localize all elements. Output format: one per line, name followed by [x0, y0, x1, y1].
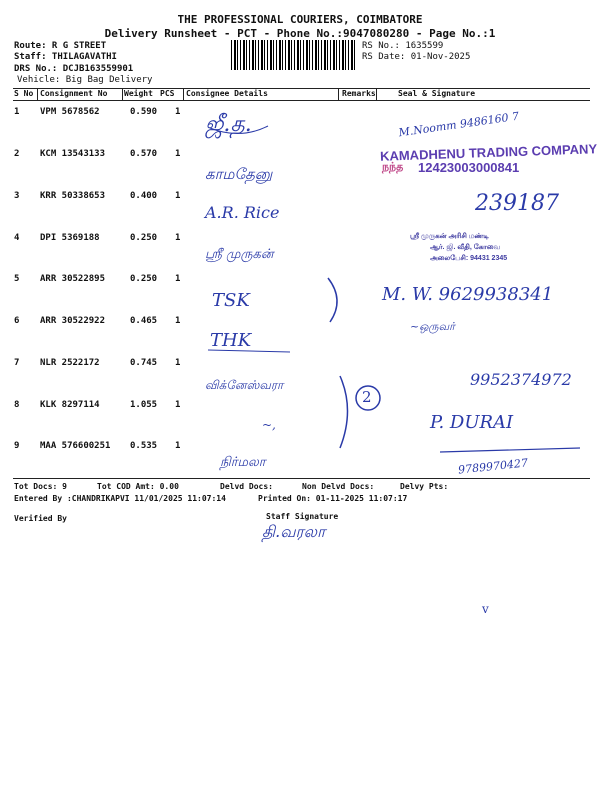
- header-remarks: Remarks: [342, 89, 376, 98]
- staff-signature-handwriting: தி.வரலா: [262, 522, 326, 541]
- consignment-cell: MAA 576600251: [40, 441, 111, 451]
- runsheet-subtitle: Delivery Runsheet - PCT - Phone No.:9047080280 - Page No.:1: [104, 27, 496, 40]
- pcs-cell: 1: [175, 107, 181, 117]
- shop-stamp: ஆர். ஜி. வீதி, கோவை: [430, 244, 501, 251]
- shop-stamp: ஸ்ரீ முருகன் அரிசி மண்டி: [410, 233, 489, 240]
- sno-cell: 5: [14, 274, 20, 284]
- bracket-mark: [340, 376, 348, 448]
- sno-cell: 8: [14, 400, 20, 410]
- sno-cell: 1: [14, 107, 20, 117]
- pcs-cell: 1: [175, 233, 181, 243]
- pcs-cell: 1: [175, 358, 181, 368]
- arrow-mark: v: [482, 602, 489, 616]
- entered-by: Entered By :CHANDRIKAPVI 11/01/2025 11:07:14: [14, 494, 226, 503]
- pcs-cell: 1: [175, 149, 181, 159]
- weight-cell: 0.745: [130, 358, 158, 368]
- total-cod: Tot COD Amt: 0.00: [97, 482, 179, 491]
- weight-cell: 0.465: [130, 316, 158, 326]
- pcs-cell: 1: [175, 274, 181, 284]
- consignment-cell: NLR 2522172: [40, 358, 100, 368]
- underline-mark: [208, 350, 290, 352]
- header-seal: Seal & Signature: [398, 89, 476, 98]
- consignee-handwriting: A.R. Rice: [205, 203, 280, 222]
- weight-cell: 0.590: [130, 107, 158, 117]
- strike-mark: [440, 448, 580, 452]
- signature-handwriting: 9952374972: [470, 370, 572, 389]
- pcs-cell: 1: [175, 316, 181, 326]
- sno-cell: 9: [14, 441, 20, 451]
- sno-cell: 7: [14, 358, 20, 368]
- printed-on: Printed On: 01-11-2025 11:07:17: [258, 494, 408, 503]
- handwritten-mark: ~,: [262, 418, 276, 432]
- delivery-points: Delvy Pts:: [400, 482, 449, 491]
- sno-cell: 4: [14, 233, 20, 243]
- consignment-cell: ARR 30522922: [40, 316, 106, 326]
- sno-cell: 3: [14, 191, 20, 201]
- consignment-cell: VPM 5678562: [40, 107, 100, 117]
- company-title: THE PROFESSIONAL COURIERS, COIMBATORE: [177, 13, 423, 26]
- consignee-handwriting: TSK: [212, 290, 250, 311]
- sno-cell: 6: [14, 316, 20, 326]
- sno-cell: 2: [14, 149, 20, 159]
- header-sno: S No: [14, 89, 34, 98]
- verified-by: Verified By: [14, 514, 67, 523]
- header-pcs: PCS: [160, 89, 175, 98]
- signature-handwriting: 9789970427: [457, 456, 529, 477]
- pcs-cell: 1: [175, 191, 181, 201]
- header-consignee: Consignee Details: [186, 89, 268, 98]
- consignment-cell: DPI 5369188: [40, 233, 100, 243]
- stamp-number: 12423003000841: [418, 160, 520, 175]
- pcs-cell: 1: [175, 400, 181, 410]
- signature-handwriting: M. W. 9629938341: [382, 284, 554, 305]
- shop-stamp: அலைபேசி: 94431 2345: [430, 255, 508, 262]
- consignee-handwriting: THK: [210, 330, 252, 351]
- weight-cell: 0.535: [130, 441, 158, 451]
- drs-number: DRS No.: DCJB163559901: [14, 64, 134, 74]
- pcs-cell: 1: [175, 441, 181, 451]
- delivered-docs: Delvd Docs:: [220, 482, 273, 491]
- rs-number: RS No.: 1635599: [362, 41, 444, 51]
- staff-label: Staff: THILAGAVATHI: [14, 52, 117, 62]
- consignee-handwriting: விக்னேஸ்வரா: [205, 378, 284, 392]
- footer-top-rule: [13, 478, 590, 479]
- vehicle-label: Vehicle: Big Bag Delivery: [17, 75, 153, 85]
- company-stamp: KAMADHENU TRADING COMPANY: [379, 141, 598, 164]
- weight-cell: 0.250: [130, 274, 158, 284]
- consignee-handwriting: நிர்மலா: [220, 455, 266, 470]
- circled-count: 2: [362, 388, 372, 406]
- bracket-mark: [328, 278, 337, 322]
- consignment-cell: KLK 8297114: [40, 400, 100, 410]
- stroke-mark: [210, 126, 268, 134]
- weight-cell: 1.055: [130, 400, 158, 410]
- stamp-sign: நந்த: [382, 161, 404, 173]
- consignee-handwriting: காமதேனு: [205, 165, 273, 183]
- rs-date: RS Date: 01-Nov-2025: [362, 52, 471, 62]
- signature-handwriting: 239187: [475, 191, 559, 216]
- non-delivered-docs: Non Delvd Docs:: [302, 482, 375, 491]
- weight-cell: 0.250: [130, 233, 158, 243]
- signature-handwriting: ~ஒருவர்: [410, 320, 455, 333]
- total-docs: Tot Docs: 9: [14, 482, 67, 491]
- header-weight: Weight: [124, 89, 153, 98]
- consignment-cell: KRR 50338653: [40, 191, 106, 201]
- consignee-handwriting: ஜீ.த.: [205, 112, 252, 137]
- consignee-handwriting: ஸ்ரீ முருகன்: [205, 247, 274, 262]
- signature-handwriting: M.Noomm 9486160 7: [397, 109, 520, 140]
- header-consignment: Consignment No: [40, 89, 108, 98]
- consignment-cell: KCM 13543133: [40, 149, 106, 159]
- staff-signature-label: Staff Signature: [266, 512, 339, 521]
- consignment-cell: ARR 30522895: [40, 274, 106, 284]
- weight-cell: 0.400: [130, 191, 158, 201]
- weight-cell: 0.570: [130, 149, 158, 159]
- route-label: Route: R G STREET: [14, 41, 107, 51]
- signature-handwriting: P. DURAI: [430, 412, 514, 433]
